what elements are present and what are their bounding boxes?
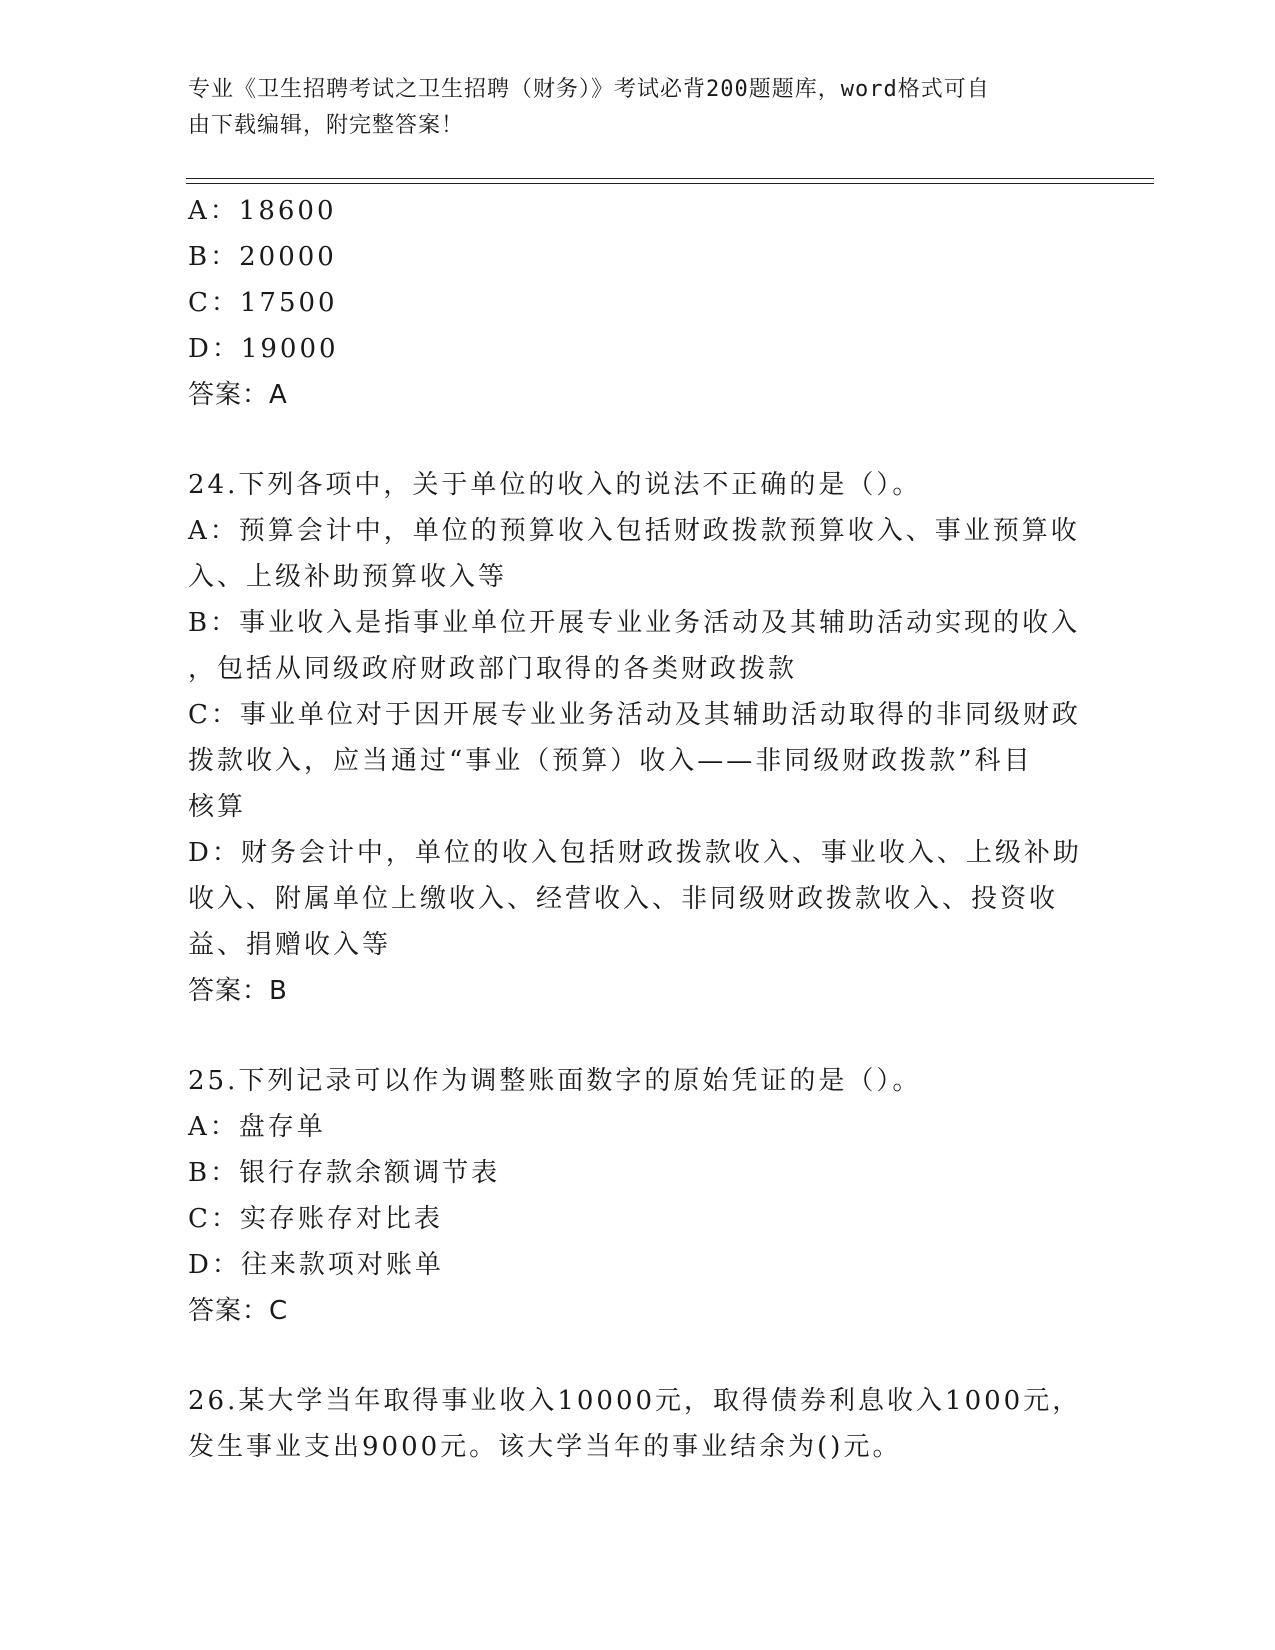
q23-option-d: D：19000 (188, 334, 339, 364)
q24-option-a-line-2: 入、上级补助预算收入等 (188, 562, 508, 592)
q24-option-d-line-3: 益、捐赠收入等 (188, 930, 392, 960)
question-26 (188, 1378, 1088, 1470)
q25-option-c: C：实存账存对比表 (188, 1204, 443, 1234)
header-rule-top (186, 178, 1154, 179)
q24-option-b (188, 600, 1088, 692)
q24-answer: 答案：B (188, 976, 288, 1006)
q24-option-c-line-1: C：事业单位对于因开展专业业务活动及其辅助活动取得的非同级财政 (188, 700, 1081, 730)
question-25 (188, 1058, 1088, 1334)
header-rule-bottom (186, 183, 1154, 184)
q24-option-c-line-2: 拨款收入，应当通过“事业（预算）收入——非同级财政拨款”科目 (188, 746, 1033, 776)
spacer (188, 418, 1088, 462)
q25-option-a: A：盘存单 (188, 1112, 326, 1142)
q23-option-c: C：17500 (188, 288, 338, 318)
header-line-2: 由下载编辑，附完整答案！ (188, 113, 465, 138)
q24-option-d-line-1: D：财务会计中，单位的收入包括财政拨款收入、事业收入、上级补助 (188, 838, 1082, 868)
q24-option-c-line-3: 核算 (188, 792, 247, 822)
q24-option-b-line-1: B：事业收入是指事业单位开展专业业务活动及其辅助活动实现的收入 (188, 608, 1081, 638)
q24-option-c (188, 692, 1088, 830)
q25-answer: 答案：C (188, 1296, 289, 1326)
spacer (188, 1014, 1088, 1058)
q25-stem: 25.下列记录可以作为调整账面数字的原始凭证的是（）。 (188, 1066, 922, 1096)
q24-option-a-line-1: A：预算会计中，单位的预算收入包括财政拨款预算收入、事业预算收 (188, 516, 1080, 546)
spacer (188, 1334, 1088, 1378)
q26-stem-line-1: 26.某大学当年取得事业收入10000元，取得债券利息收入1000元， (188, 1386, 1082, 1416)
q24-option-d-line-2: 收入、附属单位上缴收入、经营收入、非同级财政拨款收入、投资收 (188, 884, 1059, 914)
q26-stem-line-2: 发生事业支出9000元。该大学当年的事业结余为()元。 (188, 1432, 902, 1462)
question-content (188, 188, 1088, 1470)
q25-option-b: B：银行存款余额调节表 (188, 1158, 501, 1188)
q23-option-a: A：18600 (188, 196, 337, 226)
q24-option-d (188, 830, 1088, 968)
q24-stem: 24.下列各项中，关于单位的收入的说法不正确的是（）。 (188, 470, 922, 500)
question-23 (188, 188, 1088, 418)
q23-option-b: B：20000 (188, 242, 337, 272)
header-line-1: 专业《卫生招聘考试之卫生招聘（财务）》考试必背200题题库，word格式可自 (188, 77, 990, 102)
document-header (188, 72, 1068, 144)
q25-option-d: D：往来款项对账单 (188, 1250, 444, 1280)
q23-answer: 答案：A (188, 380, 288, 410)
q24-option-a (188, 508, 1088, 600)
question-24 (188, 462, 1088, 1014)
q24-option-b-line-2: ，包括从同级政府财政部门取得的各类财政拨款 (188, 654, 798, 684)
